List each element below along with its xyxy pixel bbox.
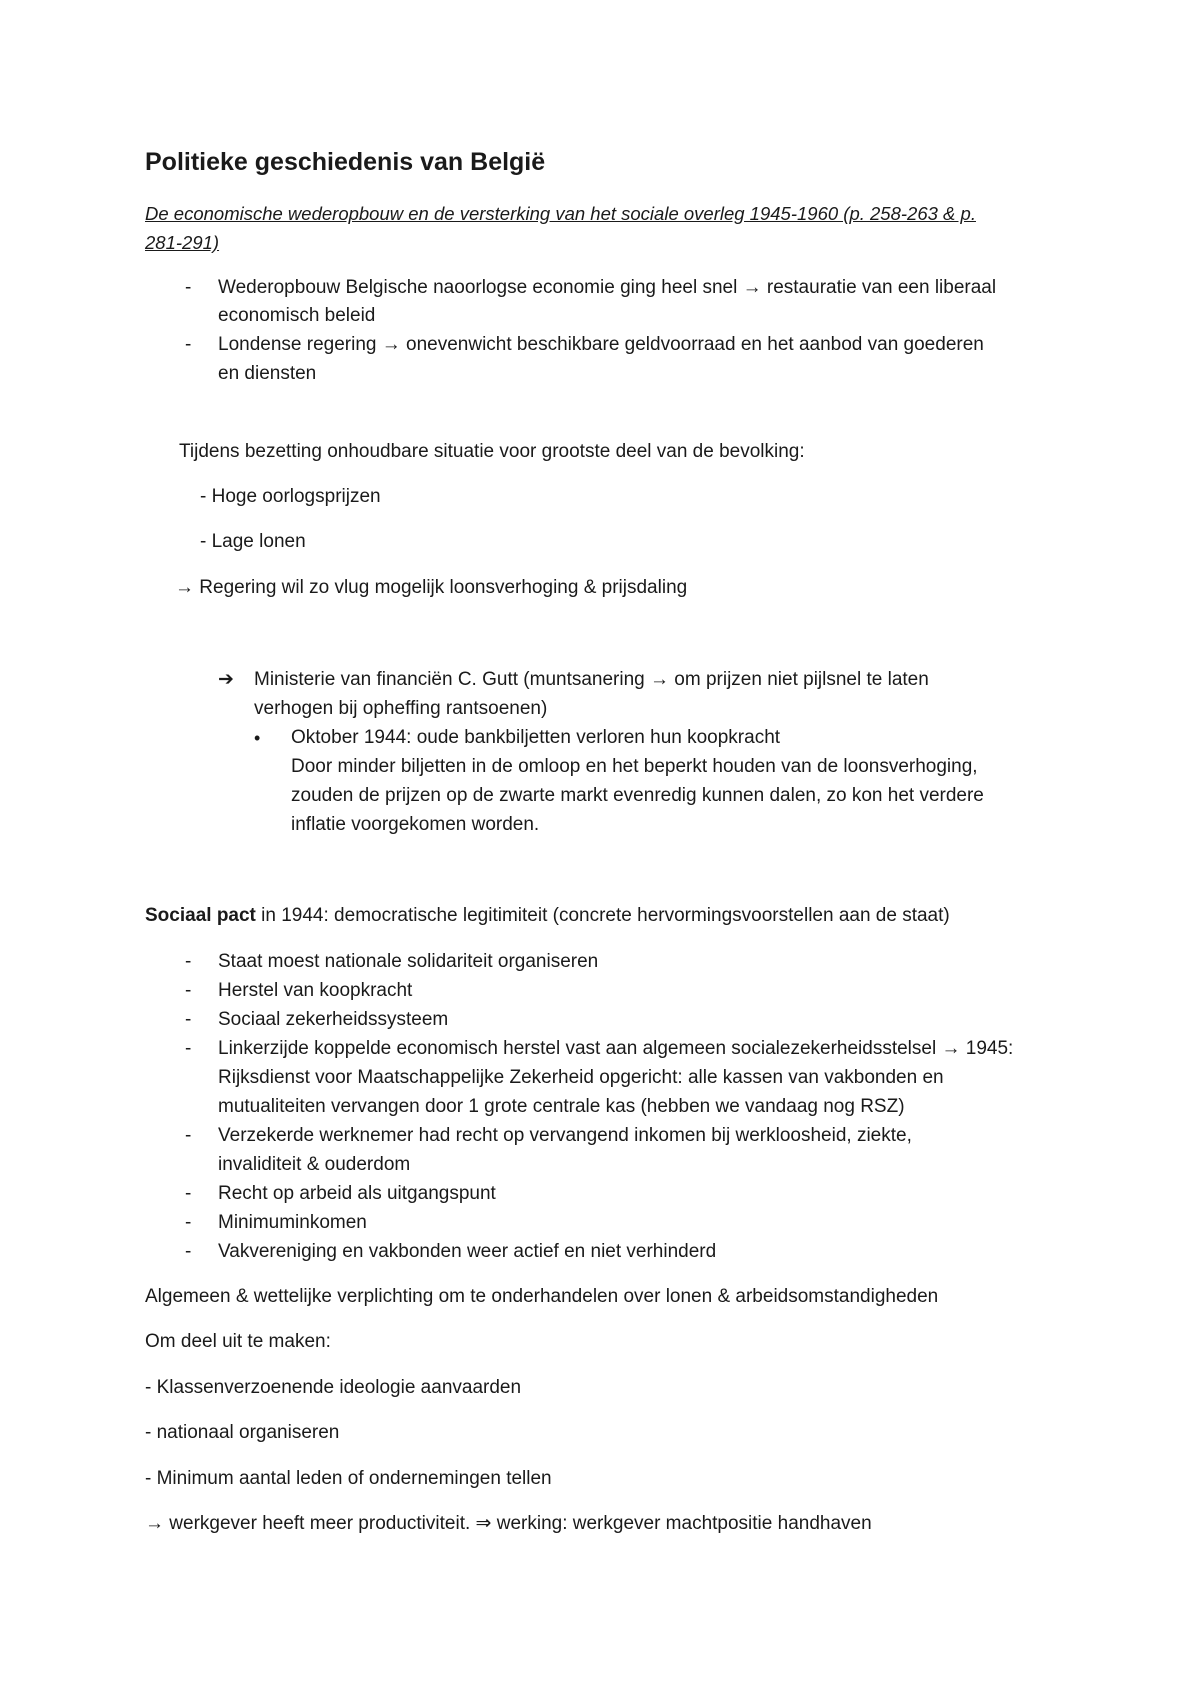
text-fragment: Wederopbouw Belgische naoorlogse economie ging heel snel <box>218 277 743 298</box>
text-fragment: onevenwicht beschikbare geldvoorraad en het aanbod van goederen <box>400 334 984 355</box>
pact-item: Staat moest nationale solidariteit organiseren <box>218 951 599 972</box>
pact-item-left-wing-cont: mutualiteiten vervangen door 1 grote centrale kas (hebben we vandaag nog RSZ) <box>218 1096 905 1117</box>
pact-item-left-wing <box>218 1035 1013 1063</box>
ministry-line-2: verhogen bij opheffing rantsoenen) <box>254 698 548 719</box>
bullet-reconstruction-cont: economisch beleid <box>218 305 376 326</box>
dash-marker: - <box>185 334 192 355</box>
dash-marker: - <box>185 1183 192 1204</box>
occupation-intro: Tijdens bezetting onhoudbare situatie voor grootste deel van de bevolking: <box>179 441 805 462</box>
pact-item: Vakvereniging en vakbonden weer actief en niet verhinderd <box>218 1241 717 1262</box>
pact-item: Herstel van koopkracht <box>218 980 413 1001</box>
pact-item-insured-worker-cont: invaliditeit & ouderdom <box>218 1154 411 1175</box>
text-fragment: Regering wil zo vlug mogelijk loonsverhoging & prijsdaling <box>194 577 688 598</box>
bullet-reconstruction <box>218 274 996 302</box>
pact-item: Sociaal zekerheidssysteem <box>218 1009 449 1030</box>
closing-obligation: Algemeen & wettelijke verplichting om te onderhandelen over lonen & arbeidsomstandigheden <box>145 1286 939 1307</box>
text-fragment: Ministerie van financiën C. Gutt (muntsanering <box>254 669 651 690</box>
dash-marker: - <box>185 1241 192 1262</box>
subtitle-line-1: De economische wederopbouw en de versterking van het sociale overleg 1945-1960 (p. 258-263 & p. <box>145 203 976 224</box>
closing-final <box>145 1510 872 1538</box>
arrow-right-icon: → <box>381 334 401 355</box>
occupation-item-wages: - Lage lonen <box>200 531 306 552</box>
subtitle-line-2: 281-291) <box>145 232 220 253</box>
dash-marker: - <box>185 277 192 298</box>
ministry-bullet-line-2: Door minder biljetten in de omloop en het beperkt houden van de loonsverhoging, <box>291 756 978 777</box>
dash-marker: - <box>185 1212 192 1233</box>
text-fragment: 1945: <box>960 1038 1014 1059</box>
ministry-line-1 <box>254 666 929 694</box>
dash-marker: - <box>185 980 192 1001</box>
text-fragment: Londense regering <box>218 334 382 355</box>
bullet-london-government-cont: en diensten <box>218 363 317 384</box>
text-fragment: om prijzen niet pijlsnel te laten <box>669 669 929 690</box>
occupation-conclusion <box>175 574 687 602</box>
ministry-bullet-line-4: inflatie voorgekomen worden. <box>291 814 540 835</box>
ministry-bullet-line-3: zouden de prijzen op de zwarte markt evenredig kunnen dalen, zo kon het verdere <box>291 785 984 806</box>
dash-marker: - <box>185 951 192 972</box>
arrow-right-icon: → <box>145 1513 164 1534</box>
ministry-bullet-line-1: Oktober 1944: oude bankbiljetten verloren hun koopkracht <box>291 727 781 748</box>
arrow-right-icon: → <box>175 577 194 598</box>
social-pact-heading <box>145 902 950 930</box>
dash-marker: - <box>185 1009 192 1030</box>
bullet-dot-icon: • <box>254 728 261 748</box>
text-fragment: Linkerzijde koppelde economisch herstel vast aan algemeen socialezekerheidsstelsel <box>218 1038 942 1059</box>
implies-icon: ⇒ <box>475 1513 492 1534</box>
page-title: Politieke geschiedenis van België <box>145 148 546 176</box>
closing-item: - Klassenverzoenende ideologie aanvaarden <box>145 1377 522 1398</box>
dash-marker: - <box>185 1038 192 1059</box>
arrow-right-icon: → <box>941 1038 961 1059</box>
arrow-right-icon: → <box>742 277 762 298</box>
pact-item-left-wing-cont: Rijksdienst voor Maatschappelijke Zekerheid opgericht: alle kassen van vakbonden en <box>218 1067 944 1088</box>
text-fragment: werking: werkgever machtpositie handhaven <box>491 1513 872 1534</box>
arrow-right-icon: → <box>650 669 670 690</box>
occupation-item-prices: - Hoge oorlogsprijzen <box>200 486 381 507</box>
closing-membership: Om deel uit te maken: <box>145 1331 331 1352</box>
pact-item: Minimuminkomen <box>218 1212 367 1233</box>
dash-marker: - <box>185 1125 192 1146</box>
text-fragment: restauratie van een liberaal <box>761 277 997 298</box>
text-fragment: werkgever heeft meer productiviteit. <box>164 1513 476 1534</box>
text-fragment: in 1944: democratische legitimiteit (concrete hervormingsvoorstellen aan de staat) <box>255 905 950 926</box>
closing-item: - Minimum aantal leden of ondernemingen tellen <box>145 1468 552 1489</box>
pact-item-insured-worker: Verzekerde werknemer had recht op vervangend inkomen bij werkloosheid, ziekte, <box>218 1125 912 1146</box>
pact-item: Recht op arbeid als uitgangspunt <box>218 1183 496 1204</box>
bullet-london-government <box>218 331 984 359</box>
bold-arrow-icon: ➔ <box>218 669 234 690</box>
social-pact-bold: Sociaal pact <box>145 905 256 926</box>
closing-item: - nationaal organiseren <box>145 1422 340 1443</box>
